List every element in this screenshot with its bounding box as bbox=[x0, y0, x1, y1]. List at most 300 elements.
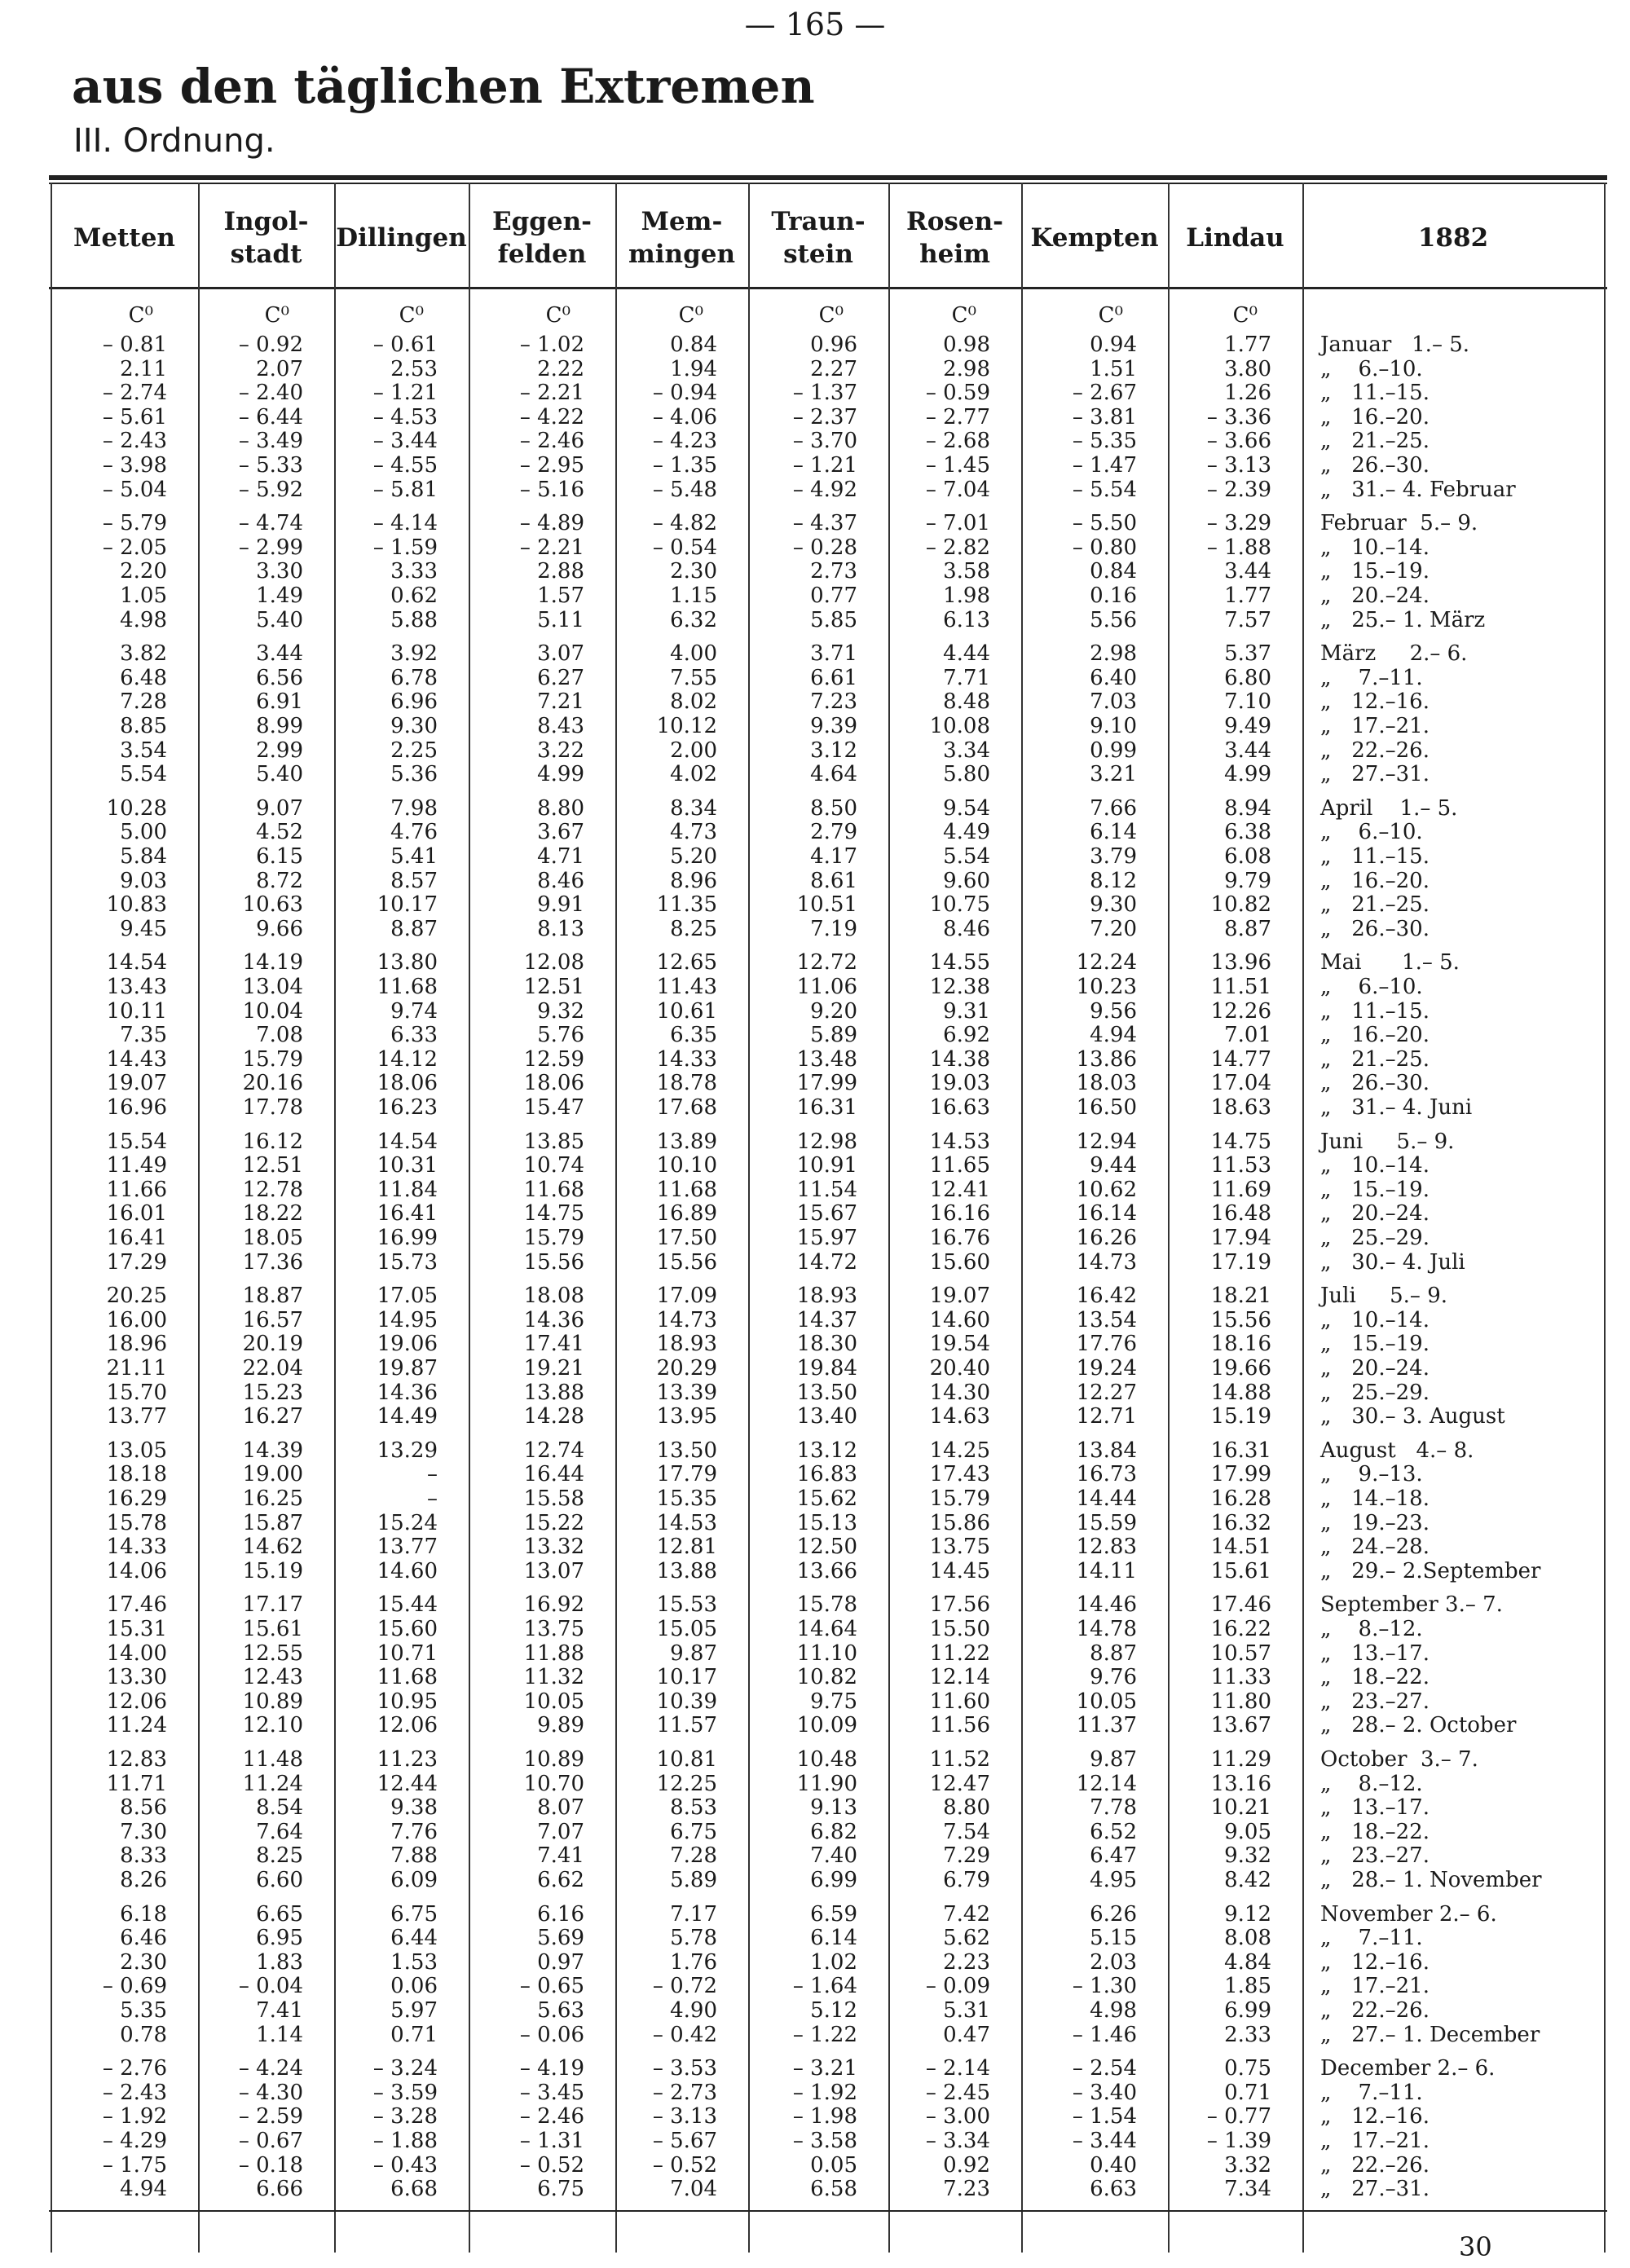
value-cell: 5.80 bbox=[943, 762, 990, 787]
value-cell: 8.56 bbox=[120, 1795, 167, 1821]
value-cell: – 4.24 bbox=[238, 2056, 303, 2081]
value-cell: 6.48 bbox=[120, 665, 167, 690]
period-cell: „ 11.–15. bbox=[1320, 844, 1430, 869]
value-cell: – 0.72 bbox=[652, 1974, 717, 1999]
value-cell: 20.16 bbox=[242, 1071, 303, 1096]
value-cell: 9.91 bbox=[537, 892, 584, 918]
value-cell: 6.95 bbox=[256, 1926, 303, 1951]
value-cell: 15.79 bbox=[523, 1226, 584, 1250]
value-cell: 1.83 bbox=[256, 1949, 303, 1975]
value-cell: 0.47 bbox=[943, 2022, 990, 2047]
value-cell: 10.71 bbox=[377, 1640, 438, 1666]
value-cell: 0.78 bbox=[120, 2022, 167, 2047]
value-cell: 9.10 bbox=[1090, 714, 1137, 738]
value-cell: 14.39 bbox=[242, 1438, 303, 1463]
value-cell: 6.40 bbox=[1090, 665, 1137, 690]
value-cell: – 2.05 bbox=[102, 535, 167, 560]
table-row bbox=[51, 608, 1606, 631]
value-cell: 0.40 bbox=[1090, 2152, 1137, 2178]
value-cell: 7.30 bbox=[120, 1819, 167, 1844]
value-cell: 10.57 bbox=[1210, 1640, 1271, 1666]
value-cell: – 5.79 bbox=[102, 511, 167, 536]
value-cell: – 2.21 bbox=[519, 381, 584, 406]
value-cell: 18.30 bbox=[796, 1332, 857, 1357]
value-cell: 13.75 bbox=[929, 1535, 990, 1560]
value-cell: 17.46 bbox=[106, 1592, 167, 1618]
value-cell: 15.79 bbox=[929, 1486, 990, 1511]
value-cell: 12.83 bbox=[106, 1747, 167, 1772]
value-cell: – 1.47 bbox=[1072, 453, 1137, 478]
value-cell: 16.29 bbox=[106, 1486, 167, 1511]
table-row bbox=[51, 1071, 1606, 1094]
value-cell: 0.05 bbox=[810, 2152, 857, 2178]
period-cell: „ 15.–19. bbox=[1320, 1177, 1430, 1202]
value-cell: 4.73 bbox=[670, 820, 717, 845]
value-cell: 16.76 bbox=[929, 1226, 990, 1250]
value-cell: 15.59 bbox=[1076, 1510, 1137, 1535]
value-cell: 9.76 bbox=[1090, 1665, 1137, 1690]
value-cell: – 2.74 bbox=[102, 381, 167, 406]
value-cell: 10.75 bbox=[929, 892, 990, 918]
value-cell: 11.54 bbox=[796, 1177, 857, 1202]
value-cell: 16.32 bbox=[1210, 1510, 1271, 1535]
value-cell: 13.48 bbox=[796, 1046, 857, 1072]
value-cell: 13.04 bbox=[242, 975, 303, 999]
value-cell: 4.99 bbox=[1224, 762, 1271, 787]
value-cell: – 7.01 bbox=[925, 511, 990, 536]
value-cell: 11.71 bbox=[106, 1771, 167, 1796]
value-cell: 5.31 bbox=[943, 1998, 990, 2023]
value-cell: 11.43 bbox=[656, 975, 717, 999]
value-cell: 13.40 bbox=[796, 1404, 857, 1429]
value-cell: 8.46 bbox=[537, 868, 584, 893]
value-cell: 9.60 bbox=[943, 868, 990, 893]
value-cell: 18.03 bbox=[1076, 1071, 1137, 1096]
value-cell: 6.78 bbox=[390, 665, 438, 690]
value-cell: – 3.66 bbox=[1206, 429, 1271, 454]
table-row bbox=[51, 511, 1606, 534]
period-cell: December 2.– 6. bbox=[1320, 2056, 1496, 2081]
value-cell: 14.60 bbox=[929, 1307, 990, 1332]
value-cell: 16.31 bbox=[1210, 1438, 1271, 1463]
value-cell: 12.51 bbox=[523, 975, 584, 999]
value-cell: – 1.31 bbox=[519, 2129, 584, 2153]
value-cell: 1.94 bbox=[670, 356, 717, 381]
value-cell: 12.50 bbox=[796, 1535, 857, 1560]
table-row bbox=[51, 2056, 1606, 2079]
value-cell: 1.51 bbox=[1090, 356, 1137, 381]
value-cell: 10.82 bbox=[796, 1665, 857, 1690]
value-cell: 8.80 bbox=[943, 1795, 990, 1821]
period-cell: „ 12.–16. bbox=[1320, 689, 1430, 715]
value-cell: 7.71 bbox=[943, 665, 990, 690]
value-cell: 8.26 bbox=[120, 1868, 167, 1892]
value-cell: 8.13 bbox=[537, 916, 584, 941]
value-cell: – 0.52 bbox=[652, 2152, 717, 2178]
value-cell: 14.54 bbox=[377, 1129, 438, 1154]
value-cell: 17.05 bbox=[377, 1284, 438, 1309]
value-cell: – 3.44 bbox=[1072, 2129, 1137, 2153]
value-cell: 14.36 bbox=[523, 1307, 584, 1332]
value-cell: 11.57 bbox=[656, 1713, 717, 1738]
value-cell: 13.96 bbox=[1210, 950, 1271, 975]
value-cell: 8.94 bbox=[1224, 795, 1271, 821]
value-cell: 14.72 bbox=[796, 1249, 857, 1275]
value-cell: 19.21 bbox=[523, 1356, 584, 1381]
period-cell: „ 28.– 2. October bbox=[1320, 1713, 1517, 1738]
value-cell: – 0.43 bbox=[372, 2152, 438, 2178]
value-cell: 15.97 bbox=[796, 1226, 857, 1250]
table-row bbox=[51, 1356, 1606, 1379]
value-cell: 16.25 bbox=[242, 1486, 303, 1511]
table-row bbox=[51, 1404, 1606, 1427]
period-cell: April 1.– 5. bbox=[1320, 795, 1458, 821]
period-cell: „ 15.–19. bbox=[1320, 559, 1430, 584]
value-cell: 15.56 bbox=[523, 1249, 584, 1275]
value-cell: 12.14 bbox=[1076, 1771, 1137, 1796]
period-cell: „ 28.– 1. November bbox=[1320, 1868, 1542, 1892]
value-cell: 16.48 bbox=[1210, 1201, 1271, 1226]
value-cell: 17.68 bbox=[656, 1095, 717, 1120]
value-cell: 14.53 bbox=[929, 1129, 990, 1154]
value-cell: 16.41 bbox=[377, 1201, 438, 1226]
period-cell: „ 30.– 3. August bbox=[1320, 1404, 1505, 1429]
value-cell: 2.30 bbox=[670, 559, 717, 584]
value-cell: 4.71 bbox=[537, 844, 584, 869]
value-cell: 6.14 bbox=[810, 1926, 857, 1951]
value-cell: 7.64 bbox=[256, 1819, 303, 1844]
value-cell: 6.47 bbox=[1090, 1843, 1137, 1869]
value-cell: – 4.74 bbox=[238, 511, 303, 536]
value-cell: 17.99 bbox=[1210, 1462, 1271, 1487]
value-cell: 0.75 bbox=[1224, 2056, 1271, 2081]
value-cell: – 0.54 bbox=[652, 535, 717, 560]
value-cell: 2.00 bbox=[670, 738, 717, 763]
value-cell: 12.72 bbox=[796, 950, 857, 975]
value-cell: 17.41 bbox=[523, 1332, 584, 1357]
value-cell: 17.94 bbox=[1210, 1226, 1271, 1250]
table-row bbox=[51, 975, 1606, 997]
value-cell: 3.92 bbox=[390, 641, 438, 667]
value-cell: 11.69 bbox=[1210, 1177, 1271, 1202]
value-cell: 8.87 bbox=[1224, 916, 1271, 941]
table-row bbox=[51, 429, 1606, 454]
period-cell: „ 11.–15. bbox=[1320, 381, 1430, 406]
table-row bbox=[51, 892, 1606, 918]
period-cell: Januar 1.– 5. bbox=[1320, 332, 1470, 357]
value-cell: 11.23 bbox=[377, 1747, 438, 1772]
table-row bbox=[51, 1535, 1606, 1560]
table-row bbox=[51, 332, 1606, 355]
value-cell: 12.81 bbox=[656, 1535, 717, 1560]
value-cell: 4.95 bbox=[1090, 1868, 1137, 1892]
value-cell: – 3.13 bbox=[1206, 453, 1271, 478]
value-cell: 11.29 bbox=[1210, 1747, 1271, 1772]
value-cell: – 1.54 bbox=[1072, 2104, 1137, 2129]
value-cell: 15.24 bbox=[377, 1510, 438, 1535]
value-cell: 6.08 bbox=[1224, 844, 1271, 869]
value-cell: 8.72 bbox=[256, 868, 303, 893]
value-cell: 6.68 bbox=[390, 2177, 438, 2202]
period-cell: „ 17.–21. bbox=[1320, 2129, 1430, 2153]
value-cell: 20.25 bbox=[106, 1284, 167, 1309]
unit-label: C⁰ bbox=[1232, 303, 1258, 328]
table-row bbox=[51, 1713, 1606, 1736]
value-cell: 17.56 bbox=[929, 1592, 990, 1618]
value-cell: 13.88 bbox=[656, 1558, 717, 1583]
value-cell: 5.62 bbox=[943, 1926, 990, 1951]
value-cell: – 0.61 bbox=[372, 332, 438, 357]
value-cell: – 3.53 bbox=[652, 2056, 717, 2081]
value-cell: 8.87 bbox=[1090, 1640, 1137, 1666]
value-cell: 5.54 bbox=[120, 762, 167, 787]
value-cell: 16.89 bbox=[656, 1201, 717, 1226]
table-row bbox=[51, 1868, 1606, 1891]
value-cell: 7.42 bbox=[943, 1901, 990, 1927]
value-cell: 1.57 bbox=[537, 584, 584, 608]
value-cell: 14.88 bbox=[1210, 1380, 1271, 1405]
table-row bbox=[51, 2153, 1606, 2176]
table-row bbox=[51, 1047, 1606, 1070]
value-cell: 8.57 bbox=[390, 868, 438, 893]
value-cell: 9.38 bbox=[390, 1795, 438, 1821]
period-cell: „ 26.–30. bbox=[1320, 453, 1430, 478]
value-cell: 14.62 bbox=[242, 1535, 303, 1560]
period-cell: Juli 5.– 9. bbox=[1320, 1284, 1447, 1309]
value-cell: 14.25 bbox=[929, 1438, 990, 1463]
value-cell: 15.13 bbox=[796, 1510, 857, 1535]
table-row bbox=[51, 1178, 1606, 1200]
value-cell: – 0.04 bbox=[238, 1974, 303, 1999]
value-cell: 7.28 bbox=[670, 1843, 717, 1869]
value-cell: 14.60 bbox=[377, 1558, 438, 1583]
value-cell: 17.99 bbox=[796, 1071, 857, 1096]
value-cell: 8.25 bbox=[256, 1843, 303, 1869]
value-cell: 18.78 bbox=[656, 1071, 717, 1096]
value-cell: – 1.88 bbox=[372, 2129, 438, 2153]
value-cell: 0.84 bbox=[1090, 559, 1137, 584]
value-cell: 8.12 bbox=[1090, 868, 1137, 893]
value-cell: 12.78 bbox=[242, 1177, 303, 1202]
value-cell: – 3.45 bbox=[519, 2080, 584, 2105]
value-cell: 16.92 bbox=[523, 1592, 584, 1618]
value-cell: 2.23 bbox=[943, 1949, 990, 1975]
period-cell: „ 21.–25. bbox=[1320, 1046, 1430, 1072]
table-row bbox=[51, 405, 1606, 428]
value-cell: 7.57 bbox=[1224, 607, 1271, 632]
period-cell: „ 20.–24. bbox=[1320, 1356, 1430, 1381]
value-cell: 5.54 bbox=[943, 844, 990, 869]
period-cell: „ 13.–17. bbox=[1320, 1795, 1430, 1821]
value-cell: 9.74 bbox=[390, 998, 438, 1024]
value-cell: – 2.76 bbox=[102, 2056, 167, 2081]
value-cell: 8.07 bbox=[537, 1795, 584, 1821]
value-cell: – 1.37 bbox=[792, 381, 857, 406]
column-header: Mem- mingen bbox=[628, 206, 736, 269]
value-cell: 5.37 bbox=[1224, 641, 1271, 667]
value-cell: 19.00 bbox=[242, 1462, 303, 1487]
value-cell: – bbox=[427, 1486, 438, 1511]
value-cell: 9.66 bbox=[256, 916, 303, 941]
value-cell: 9.07 bbox=[256, 795, 303, 821]
value-cell: 13.05 bbox=[106, 1438, 167, 1463]
value-cell: 11.60 bbox=[929, 1689, 990, 1714]
value-cell: 14.73 bbox=[1076, 1249, 1137, 1275]
value-cell: 13.75 bbox=[523, 1617, 584, 1641]
value-cell: 13.89 bbox=[656, 1129, 717, 1154]
value-cell: 12.41 bbox=[929, 1177, 990, 1202]
value-cell: 11.10 bbox=[796, 1640, 857, 1666]
unit-label: C⁰ bbox=[545, 303, 570, 328]
value-cell: 10.81 bbox=[656, 1747, 717, 1772]
value-cell: 12.44 bbox=[377, 1771, 438, 1796]
value-cell: 1.76 bbox=[670, 1949, 717, 1975]
value-cell: 13.16 bbox=[1210, 1771, 1271, 1796]
value-cell: 12.55 bbox=[242, 1640, 303, 1666]
value-cell: – 0.77 bbox=[1206, 2104, 1271, 2129]
value-cell: 4.64 bbox=[810, 762, 857, 787]
value-cell: 18.22 bbox=[242, 1201, 303, 1226]
value-cell: – 3.49 bbox=[238, 429, 303, 454]
period-cell: „ 18.–22. bbox=[1320, 1665, 1430, 1690]
table-row bbox=[51, 535, 1606, 558]
value-cell: – 1.98 bbox=[792, 2104, 857, 2129]
period-cell: „ 26.–30. bbox=[1320, 1071, 1430, 1096]
value-cell: 6.27 bbox=[537, 665, 584, 690]
value-cell: – 3.58 bbox=[792, 2129, 857, 2153]
value-cell: – 0.06 bbox=[519, 2022, 584, 2047]
value-cell: 18.06 bbox=[377, 1071, 438, 1096]
value-cell: – 3.36 bbox=[1206, 404, 1271, 429]
value-cell: 14.43 bbox=[106, 1046, 167, 1072]
value-cell: 1.26 bbox=[1224, 381, 1271, 406]
period-cell: „ 10.–14. bbox=[1320, 1153, 1430, 1178]
value-cell: 12.26 bbox=[1210, 998, 1271, 1024]
period-cell: „ 29.– 2.September bbox=[1320, 1558, 1541, 1583]
value-cell: – 1.75 bbox=[102, 2152, 167, 2178]
value-cell: 12.06 bbox=[106, 1689, 167, 1714]
value-cell: 4.94 bbox=[1090, 1023, 1137, 1048]
table-row bbox=[51, 1308, 1606, 1331]
value-cell: 2.20 bbox=[120, 559, 167, 584]
value-cell: 13.85 bbox=[523, 1129, 584, 1154]
table-row bbox=[51, 1511, 1606, 1534]
value-cell: 14.37 bbox=[796, 1307, 857, 1332]
value-cell: 12.74 bbox=[523, 1438, 584, 1463]
value-cell: 9.30 bbox=[390, 714, 438, 738]
table-row bbox=[51, 714, 1606, 737]
value-cell: 3.34 bbox=[943, 738, 990, 763]
period-cell: „ 6.–10. bbox=[1320, 820, 1423, 845]
table-row bbox=[51, 2129, 1606, 2151]
value-cell: 4.52 bbox=[256, 820, 303, 845]
value-cell: – 1.39 bbox=[1206, 2129, 1271, 2153]
value-cell: 7.17 bbox=[670, 1901, 717, 1927]
value-cell: 7.76 bbox=[390, 1819, 438, 1844]
period-cell: „ 26.–30. bbox=[1320, 916, 1430, 941]
value-cell: 0.06 bbox=[390, 1974, 438, 1999]
value-cell: 3.80 bbox=[1224, 356, 1271, 381]
value-cell: 2.25 bbox=[390, 738, 438, 763]
value-cell: 14.12 bbox=[377, 1046, 438, 1072]
value-cell: 3.22 bbox=[537, 738, 584, 763]
footer-number: 30 bbox=[1459, 2231, 1492, 2262]
value-cell: 6.99 bbox=[1224, 1998, 1271, 2023]
value-cell: 9.79 bbox=[1224, 868, 1271, 893]
value-cell: 14.75 bbox=[1210, 1129, 1271, 1154]
unit-label: C⁰ bbox=[951, 303, 976, 328]
value-cell: 12.47 bbox=[929, 1771, 990, 1796]
value-cell: 7.55 bbox=[670, 665, 717, 690]
value-cell: 5.56 bbox=[1090, 607, 1137, 632]
value-cell: – 0.18 bbox=[238, 2152, 303, 2178]
column-header: Kempten bbox=[1030, 222, 1159, 253]
value-cell: 6.14 bbox=[1090, 820, 1137, 845]
value-cell: 7.98 bbox=[390, 795, 438, 821]
value-cell: 14.28 bbox=[523, 1404, 584, 1429]
value-cell: 13.43 bbox=[106, 975, 167, 999]
value-cell: 4.00 bbox=[670, 641, 717, 667]
table-row bbox=[51, 666, 1606, 689]
value-cell: – 2.95 bbox=[519, 453, 584, 478]
period-cell: „ 27.– 1. December bbox=[1320, 2022, 1540, 2047]
value-cell: – 1.35 bbox=[652, 453, 717, 478]
value-cell: 10.61 bbox=[656, 998, 717, 1024]
value-cell: 14.36 bbox=[377, 1380, 438, 1405]
period-cell: Mai 1.– 5. bbox=[1320, 950, 1460, 975]
value-cell: 8.33 bbox=[120, 1843, 167, 1869]
value-cell: 7.20 bbox=[1090, 916, 1137, 941]
value-cell: – 2.73 bbox=[652, 2080, 717, 2105]
value-cell: 6.91 bbox=[256, 689, 303, 715]
value-cell: – 1.22 bbox=[792, 2022, 857, 2047]
value-cell: 6.13 bbox=[943, 607, 990, 632]
value-cell: 9.31 bbox=[943, 998, 990, 1024]
value-cell: 21.11 bbox=[106, 1356, 167, 1381]
value-cell: – 5.33 bbox=[238, 453, 303, 478]
value-cell: 7.41 bbox=[256, 1998, 303, 2023]
value-cell: 7.28 bbox=[120, 689, 167, 715]
table-row bbox=[51, 1559, 1606, 1582]
value-cell: 4.44 bbox=[943, 641, 990, 667]
period-cell: „ 17.–21. bbox=[1320, 1974, 1430, 1999]
value-cell: 8.61 bbox=[810, 868, 857, 893]
value-cell: 6.38 bbox=[1224, 820, 1271, 845]
value-cell: 14.49 bbox=[377, 1404, 438, 1429]
value-cell: 3.30 bbox=[256, 559, 303, 584]
value-cell: 10.05 bbox=[1076, 1689, 1137, 1714]
value-cell: 11.68 bbox=[377, 1665, 438, 1690]
value-cell: 14.51 bbox=[1210, 1535, 1271, 1560]
value-cell: 6.63 bbox=[1090, 2177, 1137, 2202]
value-cell: 3.21 bbox=[1090, 762, 1137, 787]
value-cell: 7.04 bbox=[670, 2177, 717, 2202]
value-cell: – 5.67 bbox=[652, 2129, 717, 2153]
value-cell: 11.32 bbox=[523, 1665, 584, 1690]
value-cell: 13.54 bbox=[1076, 1307, 1137, 1332]
value-cell: 18.06 bbox=[523, 1071, 584, 1096]
table-row bbox=[51, 1095, 1606, 1118]
period-cell: November 2.– 6. bbox=[1320, 1901, 1497, 1927]
value-cell: 17.43 bbox=[929, 1462, 990, 1487]
value-cell: 15.19 bbox=[1210, 1404, 1271, 1429]
value-cell: – 4.82 bbox=[652, 511, 717, 536]
value-cell: 2.27 bbox=[810, 356, 857, 381]
value-cell: 12.10 bbox=[242, 1713, 303, 1738]
table-row bbox=[51, 1250, 1606, 1273]
value-cell: 14.78 bbox=[1076, 1617, 1137, 1641]
value-cell: 15.61 bbox=[242, 1617, 303, 1641]
